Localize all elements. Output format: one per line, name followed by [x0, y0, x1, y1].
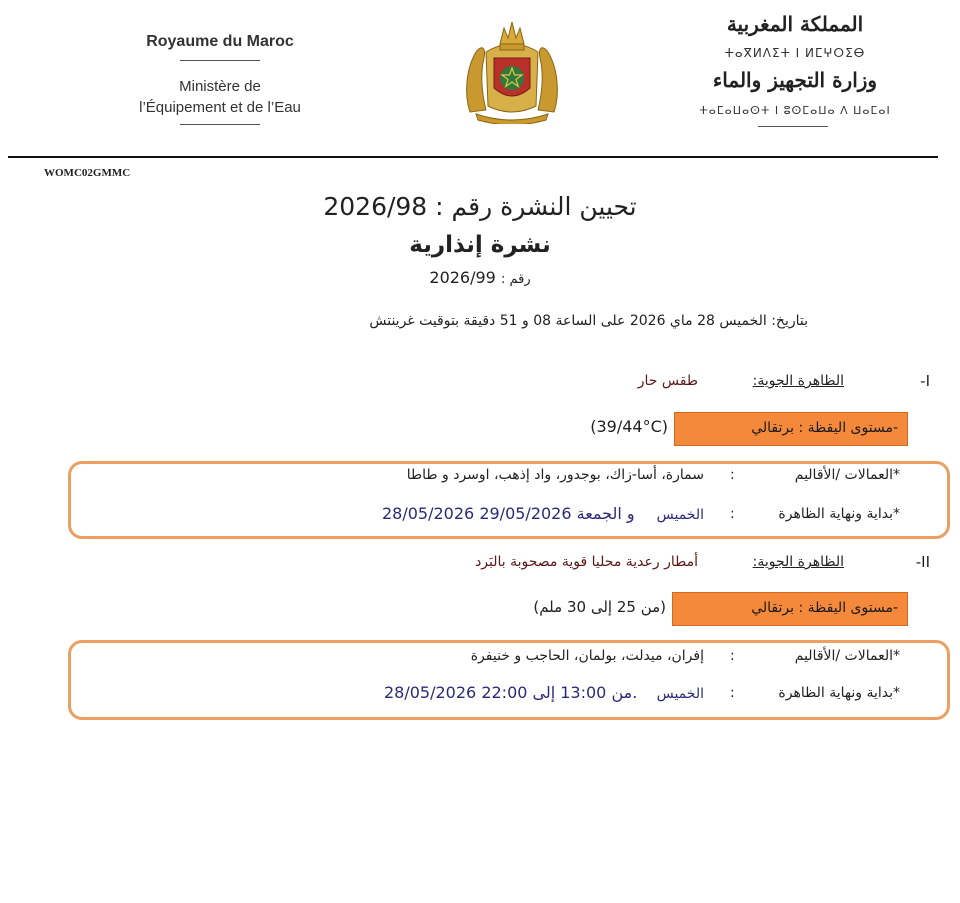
section-1-numeral: I- — [920, 372, 930, 390]
document-code: WOMC02GMMC — [44, 167, 131, 179]
header-rule — [8, 156, 938, 158]
fr-divider — [180, 60, 260, 61]
section-1-period-prefix: الخميس — [656, 507, 704, 523]
fr-ministry-line2: l’Équipement et de l’Eau — [139, 99, 301, 116]
section-2-period-prefix: الخميس — [656, 686, 704, 702]
date-line: بتاريخ: الخميس 28 ماي 2026 على الساعة 08 و 51 دقيقة بتوقيت غرينتش — [369, 313, 808, 329]
section-2-period-value: 28/05/2026 من 13:00 إلى 22:00. — [384, 683, 638, 702]
section-1-alert-value: (39/44°C) — [590, 417, 668, 436]
ar-ministry: وزارة التجهيز والماء — [712, 68, 878, 92]
section-1-provinces-label: *العمالات /الأقاليم — [794, 467, 900, 483]
ar-country: المملكة المغربية — [726, 12, 864, 36]
ar-divider — [758, 126, 828, 127]
section-1-provinces: سمارة، أسا-زاك، بوجدور، واد إذهب، اوسرد و طاطا — [406, 467, 704, 483]
tifinagh-ministry: ⵜⴰⵎⴰⵡⴰⵙⵜ ⵏ ⵓⵙⵎⴰⵡⴰ ⴷ ⵡⴰⵎⴰⵏ — [699, 104, 891, 117]
section-2-provinces: إفران، ميدلت، بولمان، الحاجب و خنيفرة — [470, 648, 704, 664]
coat-of-arms-emblem — [456, 14, 568, 124]
bulletin-number — [380, 268, 580, 287]
number-value: 2026/99 — [429, 268, 496, 287]
update-number: 2026/98 — [323, 192, 428, 221]
section-2-period-label: *بداية ونهاية الظاهرة — [778, 685, 900, 701]
section-2-numeral: II- — [915, 553, 930, 571]
section-2-provinces-colon: : — [730, 648, 735, 664]
section-2-phenomenon: أمطار رعدية محليا قوية مصحوبة بالبَرد — [475, 554, 698, 570]
section-1-phenomenon-label: الظاهرة الجوية: — [752, 373, 844, 389]
section-1-period-value: 28/05/2026 و الجمعة 29/05/2026 — [382, 504, 635, 523]
section-2-alert-value: (من 25 إلى 30 ملم) — [533, 598, 666, 616]
update-title — [240, 192, 720, 221]
section-1-period-label: *بداية ونهاية الظاهرة — [778, 506, 900, 522]
tifinagh-country: ⵜⴰⴳⵍⴷⵉⵜ ⵏ ⵍⵎⵖⵔⵉⴱ — [724, 46, 866, 60]
section-1-alert-label: -مستوى اليقظة : برتقالي — [751, 420, 898, 436]
section-1-phenomenon: طقس حار — [637, 373, 698, 389]
number-label: رقم : — [500, 272, 531, 287]
section-2-provinces-label: *العمالات /الأقاليم — [794, 648, 900, 664]
fr-divider-bottom — [180, 124, 260, 125]
fr-country: Royaume du Maroc — [146, 33, 294, 50]
section-1-provinces-colon: : — [730, 467, 735, 483]
fr-ministry-line1: Ministère de — [179, 78, 261, 95]
bulletin-type: نشرة إنذارية — [409, 232, 551, 258]
section-2-period-colon: : — [730, 685, 735, 701]
section-2-alert-label: -مستوى اليقظة : برتقالي — [751, 600, 898, 616]
section-2-phenomenon-label: الظاهرة الجوية: — [752, 554, 844, 570]
update-label: تحيين النشرة رقم : — [435, 192, 637, 221]
section-1-period-colon: : — [730, 506, 735, 522]
